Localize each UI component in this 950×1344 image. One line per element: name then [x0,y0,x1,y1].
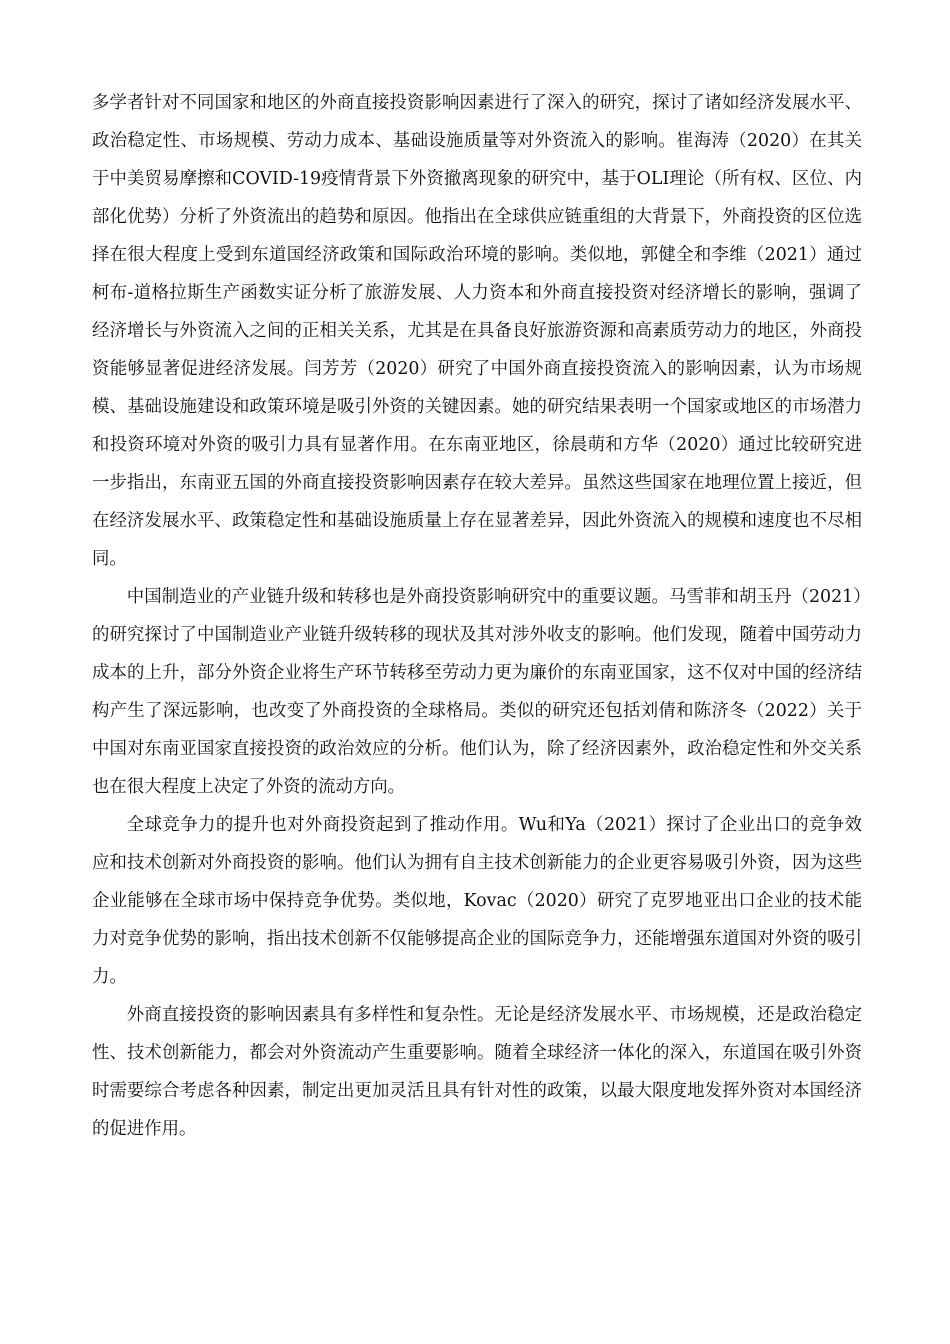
paragraph-continuation: 多学者针对不同国家和地区的外商直接投资影响因素进行了深入的研究，探讨了诸如经济发展水平、政治稳定性、市场规模、劳动力成本、基础设施质量等对外资流入的影响。崔海涛（2020）在其关于中美贸易摩擦和COVID-19疫情背景下外资撤离现象的研究中，基于OLI理论（所有权、区位、内部化优势）分析了外资流出的趋势和原因。他指出在全球供应链重组的大背景下，外商投资的区位选择在很大程度上受到东道国经济政策和国际政治环境的影响。类似地，郭健全和李维（2021）通过柯布-道格拉斯生产函数实证分析了旅游发展、人力资本和外商直接投资对经济增长的影响，强调了经济增长与外资流入之间的正相关关系，尤其是在具备良好旅游资源和高素质劳动力的地区，外商投资能够显著促进经济发展。闫芳芳（2020）研究了中国外商直接投资流入的影响因素，认为市场规模、基础设施建设和政策环境是吸引外资的关键因素。她的研究结果表明一个国家或地区的市场潜力和投资环境对外资的吸引力具有显著作用。在东南亚地区，徐晨萌和方华（2020）通过比较研究进一步指出，东南亚五国的外商直接投资影响因素存在较大差异。虽然这些国家在地理位置上接近，但在经济发展水平、政策稳定性和基础设施质量上存在显著差异，因此外资流入的规模和速度也不尽相同。 [92,93,862,569]
document-page [92,84,862,1148]
paragraph-conclusion: 外商直接投资的影响因素具有多样性和复杂性。无论是经济发展水平、市场规模，还是政治稳定性、技术创新能力，都会对外资流动产生重要影响。随着全球经济一体化的深入，东道国在吸引外资时需要综合考虑各种因素，制定出更加灵活且具有针对性的政策，以最大限度地发挥外资对本国经济的促进作用。 [92,1005,862,1139]
paragraph-manufacturing-chain: 中国制造业的产业链升级和转移也是外商投资影响研究中的重要议题。马雪菲和胡玉丹（2021）的研究探讨了中国制造业产业链升级转移的现状及其对涉外收支的影响。他们发现，随着中国劳动力成本的上升，部分外资企业将生产环节转移至劳动力更为廉价的东南亚国家，这不仅对中国的经济结构产生了深远影响，也改变了外商投资的全球格局。类似的研究还包括刘倩和陈济冬（2022）关于中国对东南亚国家直接投资的政治效应的分析。他们认为，除了经济因素外，政治稳定性和外交关系也在很大程度上决定了外资的流动方向。 [92,587,862,797]
paragraph-global-competitiveness: 全球竞争力的提升也对外商投资起到了推动作用。Wu和Ya（2021）探讨了企业出口的竞争效应和技术创新对外商投资的影响。他们认为拥有自主技术创新能力的企业更容易吸引外资，因为这些企业能够在全球市场中保持竞争优势。类似地，Kovac（2020）研究了克罗地亚出口企业的技术能力对竞争优势的影响，指出技术创新不仅能够提高企业的国际竞争力，还能增强东道国对外资的吸引力。 [92,815,862,987]
